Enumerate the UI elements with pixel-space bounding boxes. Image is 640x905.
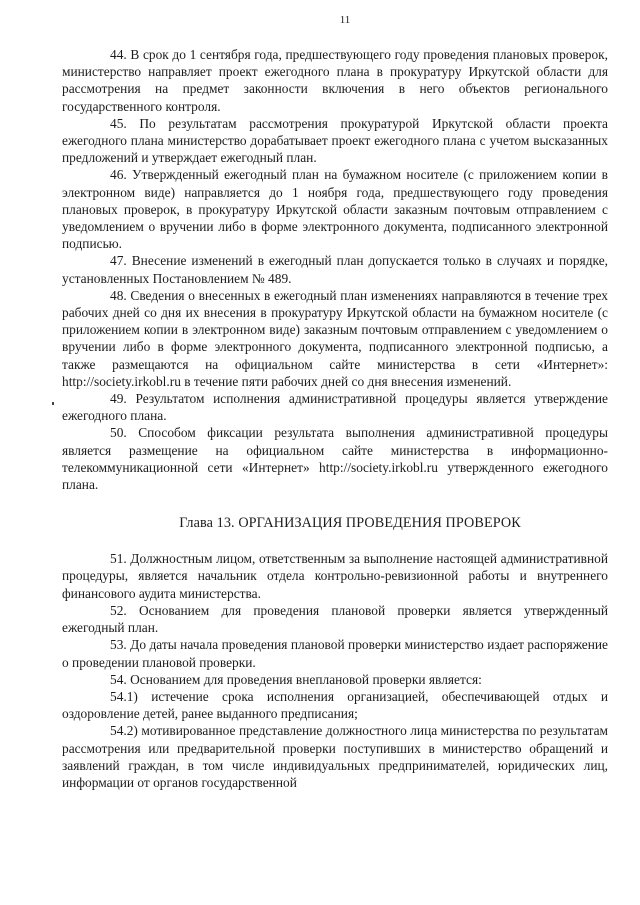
paragraph-54: 54. Основанием для проведения внеплановой проверки является:	[110, 671, 482, 687]
paragraph-54-1: 54.1) истечение срока исполнения организацией, обеспечивающей отдых и оздоровление детей, ранее выданного предписания;	[62, 688, 608, 722]
paragraph-48: 48. Сведения о внесенных в ежегодный план изменениях направляются в течение трех рабочих дней со дня их внесения в прокуратуру Иркутской области на бумажном носителе (с приложением копии в электронном виде) заказным почтовым отправлением с уведомлением о вручении либо в форме электронного документа, подписанного электронной подписью, а также размещаются на официальном сайте министерства в сети «Интернет»: http://society.irkobl.ru в течение пяти рабочих дней со дня внесения изменений.	[62, 287, 608, 389]
paragraph-50: 50. Способом фиксации результата выполнения административной процедуры является размещение на официальном сайте министерства в информационно-телекоммуникационной сети «Интернет» http://society.irkobl.ru утвержденного ежегодного плана.	[62, 425, 608, 493]
paragraph-45: 45. По результатам рассмотрения прокуратурой Иркутской области проекта ежегодного плана министерство дорабатывает проект ежегодного плана с учетом высказанных предложений и утверждает ежегодный план.	[62, 115, 608, 166]
paragraph-54-2: 54.2) мотивированное представление должностного лица министерства по результатам рассмотрения или предварительной проверки поступивших в министерство обращений и заявлений граждан, в том числе индивидуальных предпринимателей, юридических лиц, информации от органов государственной	[62, 723, 608, 790]
paragraph-44: 44. В срок до 1 сентября года, предшествующего году проведения плановых проверок, министерство направляет проект ежегодного плана в прокуратуру Иркутской области для рассмотрения на предмет законности включения в него объектов регионального государственного контроля.	[62, 47, 608, 114]
paragraph-51: 51. Должностным лицом, ответственным за выполнение настоящей административной процедуры, является начальник отдела контрольно-ревизионной работы и внутреннего финансового аудита министерства.	[62, 551, 608, 601]
chapter-title: Глава 13. ОРГАНИЗАЦИЯ ПРОВЕДЕНИЯ ПРОВЕРОК	[179, 515, 521, 532]
section-before	[62, 46, 608, 493]
paragraph-52: 52. Основанием для проведения плановой проверки является утвержденный ежегодный план.	[62, 602, 608, 636]
paragraph-53: 53. До даты начала проведения плановой проверки министерство издает распоряжение о проведении плановой проверки.	[62, 637, 608, 670]
page-number: 11	[339, 14, 351, 26]
paragraph-46: 46. Утвержденный ежегодный план на бумажном носителе (с приложением копии в электронном виде) направляется до 1 ноября года, предшествующего году проведения плановых проверок, в прокуратуру Иркутской области заказным почтовым отправлением с уведомлением о вручении либо в форме электронного документа, подписанного электронной подписью.	[62, 167, 608, 252]
paragraph-47: 47. Внесение изменений в ежегодный план допускается только в случаях и порядке, установленных Постановлением № 489.	[62, 253, 608, 286]
scan-artifact-mark	[52, 402, 54, 405]
paragraph-49: 49. Результатом исполнения административной процедуры является утверждение ежегодного плана.	[62, 391, 608, 424]
section-after	[62, 550, 608, 791]
